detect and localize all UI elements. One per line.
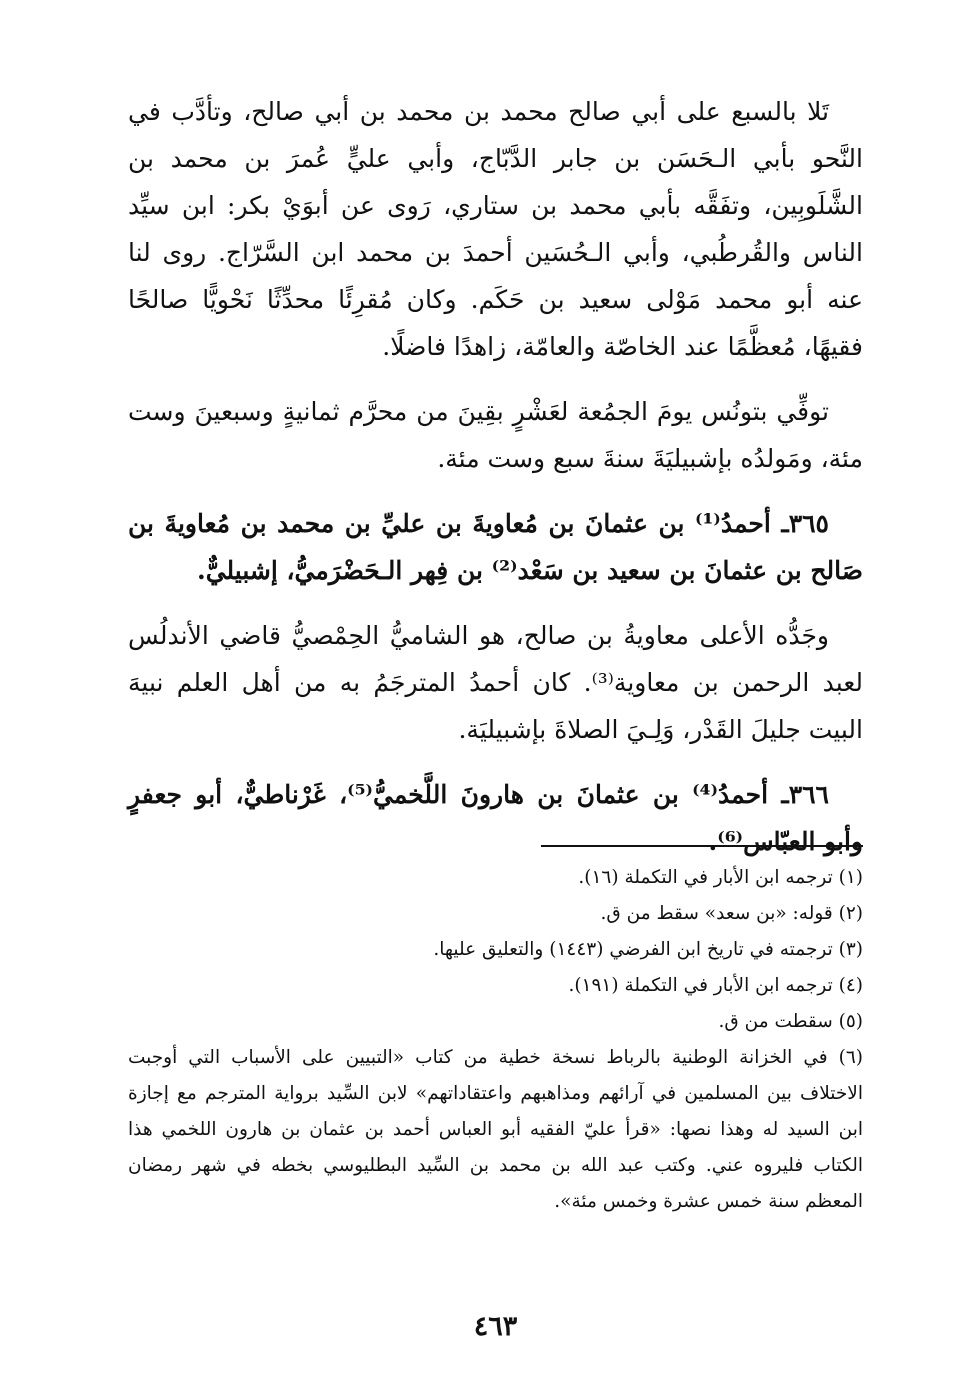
- footnote-3: (٣) ترجمته في تاريخ ابن الفرضي (١٤٤٣) والتعليق عليها.: [433, 939, 863, 960]
- entry-365: [128, 500, 863, 594]
- entry-366-text: أحمدُ⁽⁴⁾ بن عثمانَ بن هارونَ اللَّخميُّ⁽⁵⁾، غَرْناطيٌّ، أبو جعفرٍ وأبو العبّاس⁽⁶⁾.: [128, 780, 863, 856]
- footnote-6: (٦) في الخزانة الوطنية بالرباط نسخة خطية من كتاب «التبيين على الأسباب التي أوجبت الاختلاف بين المسلمين في آرائهم ومذاهبهم واعتقاداتهم» لابن السِّيد برواية المترجم مع إجازة ابن السيد له وهذا نصها: «قرأ عليّ الفقيه أبو العباس أحمد بن عثمان بن هارون اللخمي هذا الكتاب فليروه عني. وكتب عبد الله بن محمد بن السِّيد البطليوسي بخطه في شهر رمضان المعظم سنة خمس عشرة وخمس مئة».: [128, 1047, 863, 1212]
- footnotes: [128, 860, 863, 1220]
- entry-366-number: ٣٦٦ـ: [781, 780, 829, 809]
- footnote-divider: [541, 845, 863, 847]
- main-text: [128, 88, 863, 865]
- paragraph-3: وجَدُّه الأعلى معاويةُ بن صالح، هو الشاميُّ الحِمْصيُّ قاضي الأندلُس لعبد الرحمن بن معاوية⁽³⁾. كان أحمدُ المترجَمُ به من أهل العلم نبيهَ البيت جليلَ القَدْر، وَلِـيَ الصلاةَ بإشبيليَة.: [128, 621, 863, 744]
- entry-365-text: أحمدُ⁽¹⁾ بن عثمانَ بن مُعاويةَ بن عليِّ بن محمد بن مُعاويةَ بن صَالح بن عثمانَ بن سعيد بن سَعْد⁽²⁾ بن فِهر الـحَضْرَميُّ، إشبيليٌّ.: [128, 509, 863, 585]
- footnote-5: (٥) سقطت من ق.: [718, 1011, 863, 1032]
- footnote-2: (٢) قوله: «بن سعد» سقط من ق.: [600, 903, 863, 924]
- page-number: ٤٦٣: [473, 1311, 518, 1342]
- footnote-4: (٤) ترجمه ابن الأبار في التكملة (١٩١).: [568, 975, 863, 996]
- paragraph-1: تَلا بالسبع على أبي صالح محمد بن محمد بن أبي صالح، وتأدَّب في النَّحو بأبي الـحَسَن بن جابر الدَّبّاج، وأبي عليٍّ عُمرَ بن محمد بن الشَّلَوبِين، وتفَقَّه بأبي محمد بن ستاري، رَوى عن أبوَيْ بكر: ابن سيِّد الناس والقُرطُبي، وأبي الـحُسَين أحمدَ بن محمد ابن السَّرّاج. روى لنا عنه أبو محمد مَوْلى سعيد بن حَكَم. وكان مُقرِئًا محدِّثًا نَحْويًّا صالحًا فقيهًا، مُعظَّمًا عند الخاصّة والعامّة، زاهدًا فاضلًا.: [128, 97, 863, 361]
- footnote-1: (١) ترجمه ابن الأبار في التكملة (١٦).: [578, 867, 863, 888]
- entry-366: [128, 771, 863, 865]
- entry-365-number: ٣٦٥ـ: [781, 509, 829, 538]
- book-page: [128, 88, 863, 1388]
- paragraph-2: توفِّي بتونُس يومَ الجمُعة لعَشْرٍ بقِينَ من محرَّم ثمانيةٍ وسبعينَ وست مئة، ومَولدُه بإشبيليَةَ سنةَ سبع وست مئة.: [128, 397, 863, 473]
